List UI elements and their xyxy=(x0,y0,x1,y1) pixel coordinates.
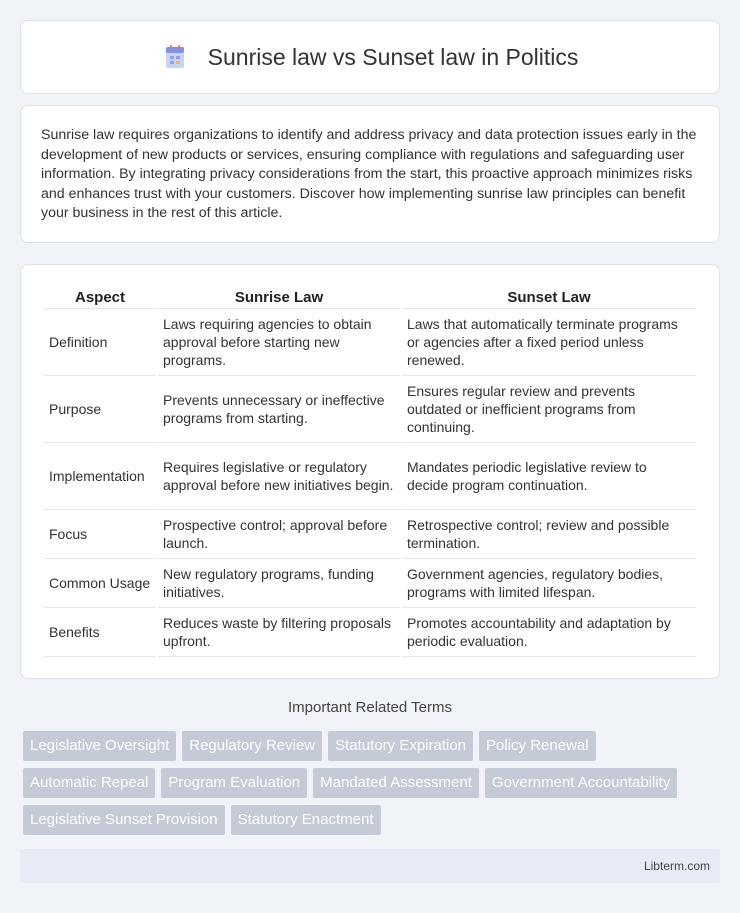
title-card xyxy=(20,20,720,94)
page-title: Sunrise law vs Sunset law in Politics xyxy=(207,43,579,70)
cell-sunset: Laws that automatically terminate programs or agencies after a fixed period unless renewed. xyxy=(402,309,696,376)
table-row xyxy=(44,443,696,510)
header-aspect: Aspect xyxy=(44,285,156,309)
intro-paragraph: Sunrise law requires organizations to identify and address privacy and data protection issues early in the development of new products or services, ensuring compliance with regulations and safeguarding user information. By integrating privacy considerations from the start, this proactive approach minimizes risks and enhances trust with your customers. Discover how implementing sunrise law principles can benefit your business in the rest of this article. xyxy=(41,127,697,222)
cell-aspect: Focus xyxy=(44,510,156,559)
tag-statutory-expiration[interactable]: Statutory Expiration xyxy=(328,731,473,761)
cell-aspect: Benefits xyxy=(44,608,156,657)
cell-sunrise: Prospective control; approval before launch. xyxy=(158,510,400,559)
tag-automatic-repeal[interactable]: Automatic Repeal xyxy=(23,768,155,798)
cell-sunrise: New regulatory programs, funding initiatives. xyxy=(158,559,400,608)
table-row xyxy=(44,510,696,559)
header-sunrise-law: Sunrise Law xyxy=(158,285,400,309)
tag-regulatory-review[interactable]: Regulatory Review xyxy=(182,731,322,761)
cell-sunrise: Requires legislative or regulatory approval before new initiatives begin. xyxy=(158,443,400,510)
cell-sunrise: Laws requiring agencies to obtain approval before starting new programs. xyxy=(158,309,400,376)
related-terms-list xyxy=(23,731,723,835)
tag-statutory-enactment[interactable]: Statutory Enactment xyxy=(231,805,381,835)
cell-sunset: Promotes accountability and adaptation by periodic evaluation. xyxy=(402,608,696,657)
comparison-table xyxy=(42,285,698,657)
intro-card xyxy=(20,105,720,243)
table-row xyxy=(44,376,696,443)
cell-aspect: Implementation xyxy=(44,443,156,510)
cell-aspect: Common Usage xyxy=(44,559,156,608)
table-header-row xyxy=(44,285,696,309)
cell-sunrise: Reduces waste by filtering proposals upfront. xyxy=(158,608,400,657)
table-row xyxy=(44,309,696,376)
footer-site-link[interactable]: Libterm.com xyxy=(643,859,710,873)
cell-sunset: Retrospective control; review and possible termination. xyxy=(402,510,696,559)
cell-sunrise: Prevents unnecessary or ineffective programs from starting. xyxy=(158,376,400,443)
tag-policy-renewal[interactable]: Policy Renewal xyxy=(479,731,596,761)
tag-government-accountability[interactable]: Government Accountability xyxy=(485,768,677,798)
document-icon xyxy=(162,44,188,70)
related-terms-title: Important Related Terms xyxy=(288,699,452,716)
footer xyxy=(20,849,720,883)
tag-program-evaluation[interactable]: Program Evaluation xyxy=(161,768,307,798)
comparison-card xyxy=(20,264,720,679)
table-row xyxy=(44,559,696,608)
tag-legislative-sunset-provision[interactable]: Legislative Sunset Provision xyxy=(23,805,225,835)
cell-aspect: Definition xyxy=(44,309,156,376)
table-row xyxy=(44,608,696,657)
header-sunset-law: Sunset Law xyxy=(402,285,696,309)
tag-mandated-assessment[interactable]: Mandated Assessment xyxy=(313,768,479,798)
cell-aspect: Purpose xyxy=(44,376,156,443)
cell-sunset: Ensures regular review and prevents outdated or inefficient programs from continuing. xyxy=(402,376,696,443)
cell-sunset: Government agencies, regulatory bodies, programs with limited lifespan. xyxy=(402,559,696,608)
tag-legislative-oversight[interactable]: Legislative Oversight xyxy=(23,731,176,761)
cell-sunset: Mandates periodic legislative review to decide program continuation. xyxy=(402,443,696,510)
